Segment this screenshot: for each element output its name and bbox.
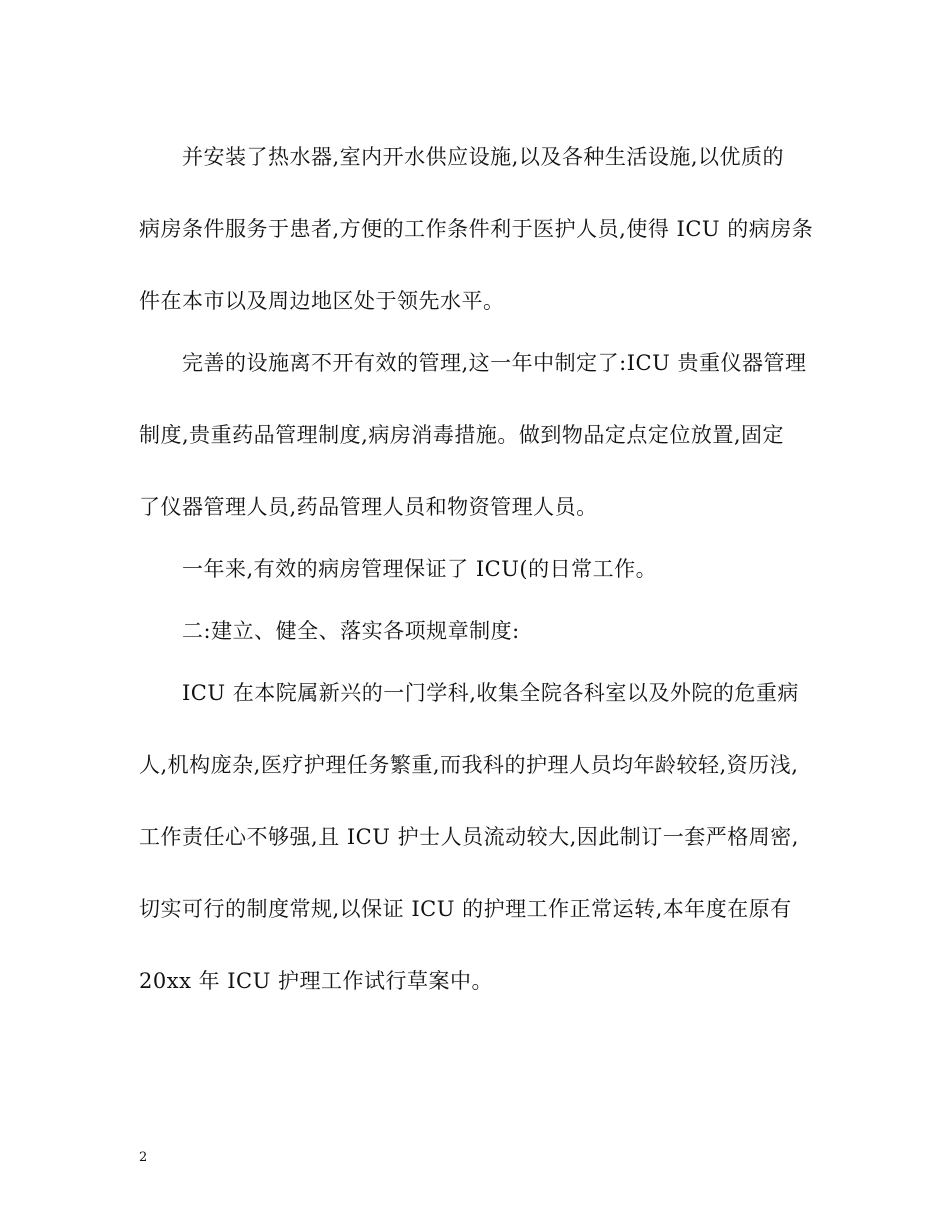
paragraph-line: 并安装了热水器,室内开水供应设施,以及各种生活设施,以优质的 <box>182 145 785 169</box>
paragraph-line: 切实可行的制度常规,以保证 ICU 的护理工作正常运转,本年度在原有 <box>139 897 792 921</box>
paragraph-line: 20xx 年 ICU 护理工作试行草案中。 <box>139 969 493 993</box>
paragraph-line: 完善的设施离不开有效的管理,这一年中制定了:ICU 贵重仪器管理 <box>182 351 807 375</box>
paragraph-line: 一年来,有效的病房管理保证了 ICU(的日常工作。 <box>182 557 658 581</box>
paragraph-line: 工作责任心不够强,且 ICU 护士人员流动较大,因此制订一套严格周密, <box>139 825 799 849</box>
section-heading: 二:建立、健全、落实各项规章制度: <box>182 619 520 643</box>
paragraph-line: 制度,贵重药品管理制度,病房消毒措施。做到物品定点定位放置,固定 <box>139 423 785 447</box>
paragraph-line: ICU 在本院属新兴的一门学科,收集全院各科室以及外院的危重病 <box>182 681 799 705</box>
paragraph-line: 人,机构庞杂,医疗护理任务繁重,而我科的护理人员均年龄较轻,资历浅, <box>139 753 799 777</box>
page-number: 2 <box>139 1150 148 1165</box>
paragraph-line: 件在本市以及周边地区处于领先水平。 <box>139 289 505 313</box>
paragraph-line: 病房条件服务于患者,方便的工作条件利于医护人员,使得 ICU 的病房条 <box>139 217 814 241</box>
paragraph-line: 了仪器管理人员,药品管理人员和物资管理人员。 <box>139 495 598 519</box>
